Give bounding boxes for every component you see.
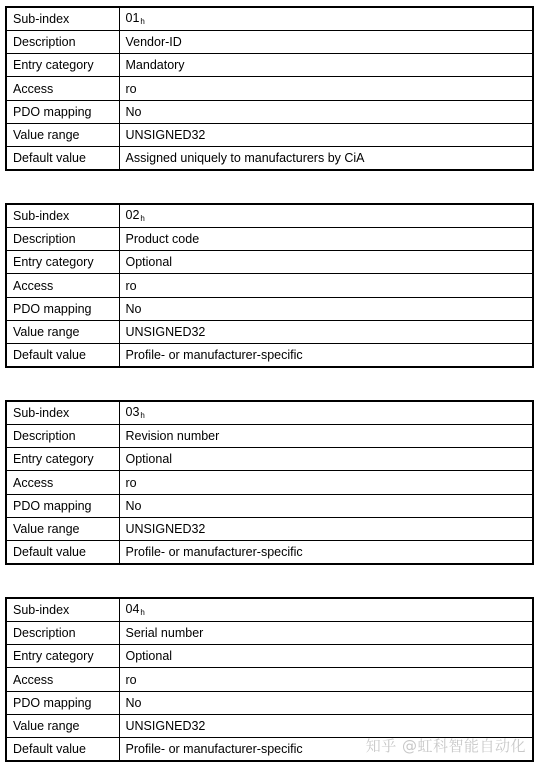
hex-suffix: h: [140, 411, 145, 421]
table-row: [6, 598, 533, 621]
pdo-mapping-value: No: [119, 100, 533, 123]
value-range-value: UNSIGNED32: [119, 714, 533, 737]
entry-category-value: Mandatory: [119, 54, 533, 77]
entry-category-value: Optional: [119, 645, 533, 668]
table-row: [6, 30, 533, 53]
sub-index-label: Sub-index: [6, 7, 119, 30]
table-row: [6, 7, 533, 30]
pdo-mapping-label: PDO mapping: [6, 494, 119, 517]
description-label: Description: [6, 227, 119, 250]
description-label: Description: [6, 424, 119, 447]
sub-index-label: Sub-index: [6, 598, 119, 621]
hex-suffix: h: [140, 608, 145, 618]
table-row: [6, 227, 533, 250]
pdo-mapping-label: PDO mapping: [6, 691, 119, 714]
pdo-mapping-value: No: [119, 494, 533, 517]
table-row: [6, 517, 533, 540]
entry-category-label: Entry category: [6, 54, 119, 77]
table-row: [6, 320, 533, 343]
access-label: Access: [6, 77, 119, 100]
value-range-label: Value range: [6, 123, 119, 146]
pdo-mapping-value: No: [119, 297, 533, 320]
sub-index-label: Sub-index: [6, 204, 119, 227]
object-entry-table-sub-03: [5, 400, 534, 565]
pdo-mapping-value: No: [119, 691, 533, 714]
table-row: [6, 251, 533, 274]
table-row: [6, 691, 533, 714]
sub-index-value: $03_h$: [119, 401, 533, 424]
entry-category-label: Entry category: [6, 645, 119, 668]
table-row: [6, 471, 533, 494]
entry-category-label: Entry category: [6, 251, 119, 274]
description-value: Revision number: [119, 424, 533, 447]
pdo-mapping-label: PDO mapping: [6, 100, 119, 123]
value-range-label: Value range: [6, 714, 119, 737]
value-range-value: UNSIGNED32: [119, 320, 533, 343]
default-value-value: Assigned uniquely to manufacturers by CiA: [119, 147, 533, 170]
table-row: [6, 77, 533, 100]
table-row: [6, 494, 533, 517]
default-value-value: Profile- or manufacturer-specific: [119, 344, 533, 367]
table-row: [6, 297, 533, 320]
sub-index-value: $01_h$: [119, 7, 533, 30]
access-value: ro: [119, 77, 533, 100]
value-range-label: Value range: [6, 517, 119, 540]
table-row: [6, 100, 533, 123]
default-value-label: Default value: [6, 147, 119, 170]
value-range-value: UNSIGNED32: [119, 517, 533, 540]
description-label: Description: [6, 30, 119, 53]
entry-category-value: Optional: [119, 251, 533, 274]
value-range-label: Value range: [6, 320, 119, 343]
entry-category-value: Optional: [119, 448, 533, 471]
sub-index-value: $04_h$: [119, 598, 533, 621]
table-row: [6, 54, 533, 77]
table-row: [6, 274, 533, 297]
default-value-label: Default value: [6, 344, 119, 367]
table-row: [6, 344, 533, 367]
description-label: Description: [6, 621, 119, 644]
default-value-label: Default value: [6, 738, 119, 761]
access-label: Access: [6, 471, 119, 494]
sub-index-label: Sub-index: [6, 401, 119, 424]
watermark-text: 知乎 @虹科智能自动化: [365, 737, 526, 755]
default-value-value: Profile- or manufacturer-specific: [119, 541, 533, 564]
access-label: Access: [6, 668, 119, 691]
hex-suffix: h: [140, 17, 145, 27]
table-row: [6, 668, 533, 691]
entry-category-label: Entry category: [6, 448, 119, 471]
pdo-mapping-label: PDO mapping: [6, 297, 119, 320]
description-value: Serial number: [119, 621, 533, 644]
table-row: [6, 621, 533, 644]
table-row: [6, 424, 533, 447]
access-label: Access: [6, 274, 119, 297]
table-row: [6, 204, 533, 227]
description-value: Vendor-ID: [119, 30, 533, 53]
access-value: ro: [119, 471, 533, 494]
access-value: ro: [119, 274, 533, 297]
default-value-label: Default value: [6, 541, 119, 564]
hex-suffix: h: [140, 214, 145, 224]
table-row: [6, 401, 533, 424]
default-value-value: Profile- or manufacturer-specific: [119, 738, 533, 761]
value-range-value: UNSIGNED32: [119, 123, 533, 146]
table-row: [6, 147, 533, 170]
description-value: Product code: [119, 227, 533, 250]
table-row: [6, 123, 533, 146]
sub-index-value: $02_h$: [119, 204, 533, 227]
object-entry-table-sub-02: [5, 203, 534, 368]
object-entry-table-sub-01: [5, 6, 534, 171]
table-row: [6, 541, 533, 564]
access-value: ro: [119, 668, 533, 691]
table-row: [6, 448, 533, 471]
table-row: [6, 645, 533, 668]
